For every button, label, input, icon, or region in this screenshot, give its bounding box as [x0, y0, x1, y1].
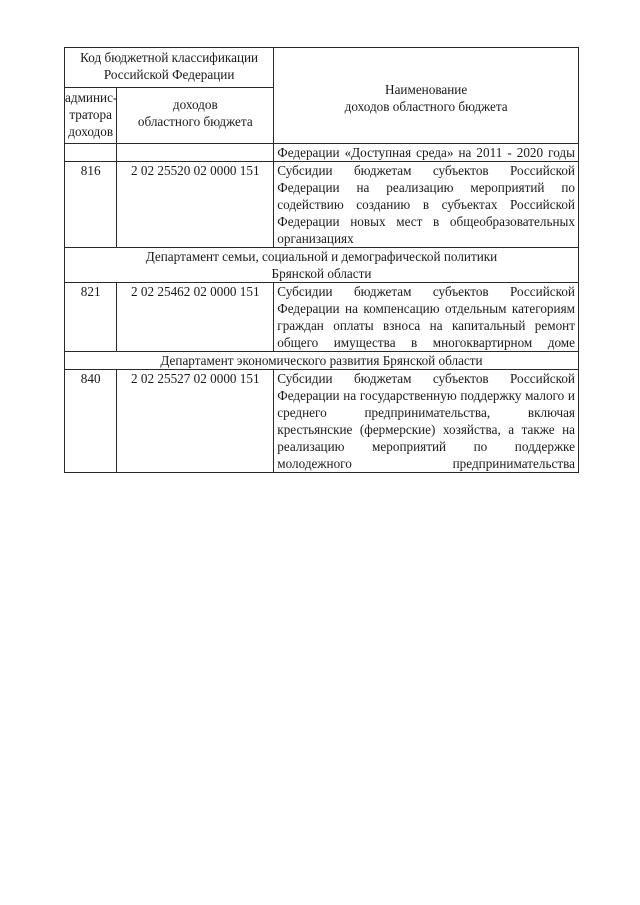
description-text-816: Субсидии бюджетам субъектов Российской Федерации на реализацию мероприятий по содействию созданию в субъектах Российской Федерации новых мест в общеобразовательных организациях [277, 163, 575, 246]
cell-admin-code: 816 [65, 162, 117, 248]
cell-budget-code: 2 02 25527 02 0000 151 [117, 370, 274, 473]
table-row-816 [65, 162, 579, 248]
table-row-840 [65, 370, 579, 473]
department-line1: Департамент семьи, социальной и демографической политики [145, 249, 498, 264]
header-group-line1: Код бюджетной классификации [80, 50, 259, 65]
header-group-line2: Российской Федерации [103, 67, 235, 82]
cell-admin-code: 821 [65, 283, 117, 352]
header-income-line2: областного бюджета [137, 114, 253, 129]
header-admin-column [65, 88, 117, 144]
department-row-family [65, 248, 579, 283]
cell-description [274, 283, 579, 352]
cell-description [274, 144, 579, 162]
header-admin-line1: админис- [65, 90, 118, 105]
cell-budget-code: 2 02 25462 02 0000 151 [117, 283, 274, 352]
description-text-840: Субсидии бюджетам субъектов Российской Федерации на государственную поддержку малого и среднего предпринимательства, включая крестьянские (фермерские) хозяйства, а также на реализацию мероприятий по поддержке молодежного предпринимательства [277, 371, 575, 471]
header-admin-line2: тратора [69, 107, 112, 122]
header-name-column [274, 48, 579, 144]
department-heading: Департамент экономического развития Брянской области [65, 352, 579, 370]
cell-description [274, 370, 579, 473]
header-income-line1: доходов [172, 97, 218, 112]
cell-description [274, 162, 579, 248]
department-row-economic [65, 352, 579, 370]
header-budget-code-group [65, 48, 274, 88]
header-admin-line3: доходов [68, 124, 114, 139]
budget-classification-table [64, 47, 579, 473]
department-line2: Брянской области [271, 266, 372, 281]
description-text-821: Субсидии бюджетам субъектов Российской Федерации на компенсацию отдельным категориям граждан оплаты взноса на капитальный ремонт общего имущества в многоквартирном доме [277, 284, 575, 350]
header-name-line1: Наименование [385, 81, 468, 97]
header-name-line2: доходов областного бюджета [344, 98, 508, 114]
continuation-text: Федерации «Доступная среда» на 2011 - 2020 годы [277, 145, 575, 160]
cell-admin-code: 840 [65, 370, 117, 473]
header-income-column [117, 88, 274, 144]
table-row-821 [65, 283, 579, 352]
cell-code-empty [117, 144, 274, 162]
cell-admin-empty [65, 144, 117, 162]
department-heading [65, 248, 579, 283]
cell-budget-code: 2 02 25520 02 0000 151 [117, 162, 274, 248]
table-row-continuation [65, 144, 579, 162]
